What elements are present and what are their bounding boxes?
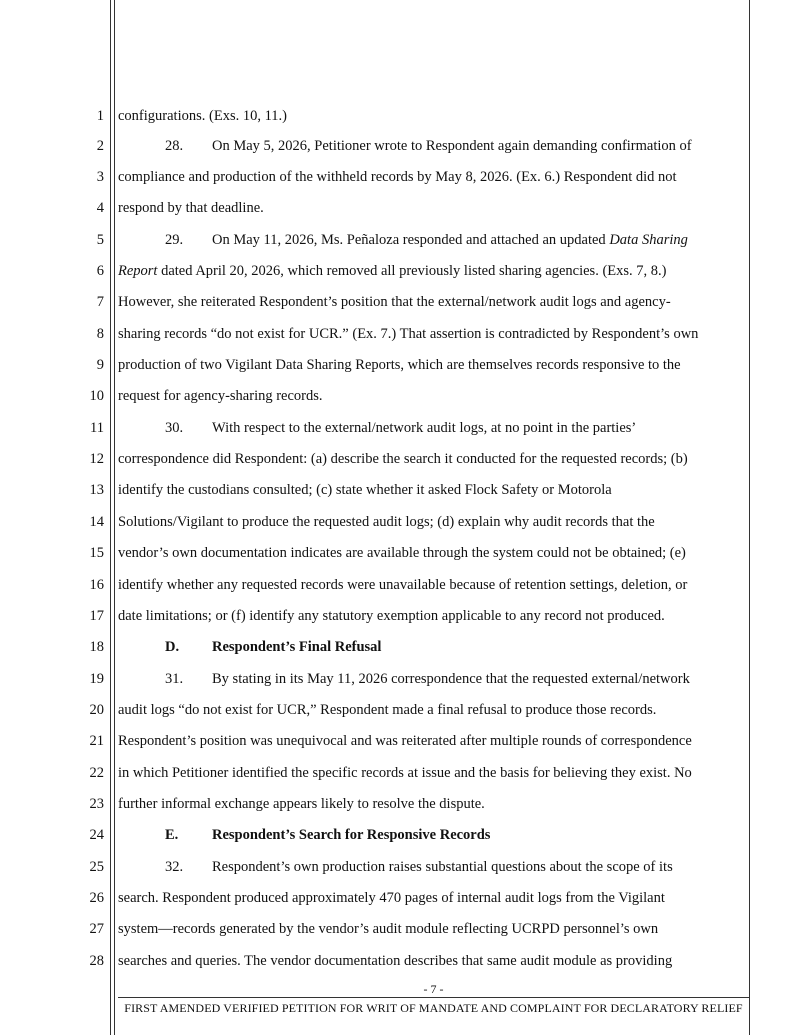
line-number: 21 — [89, 733, 104, 749]
line-number: 6 — [96, 263, 104, 279]
paragraph-start — [165, 136, 692, 156]
section-title: Respondent’s Search for Responsive Records — [212, 827, 491, 843]
text-line: production of two Vigilant Data Sharing Reports, which are themselves records responsive to the — [118, 357, 681, 373]
line-number: 19 — [89, 671, 104, 687]
line-number: 14 — [89, 514, 104, 530]
line-number: 9 — [96, 357, 104, 373]
text-line: correspondence did Respondent: (a) describe the search it conducted for the requested records; (b) — [118, 451, 688, 467]
text-line: request for agency-sharing records. — [118, 388, 323, 404]
italic-title: Data Sharing — [609, 232, 688, 248]
paragraph-number: 31. — [165, 671, 184, 687]
line-number: 3 — [96, 169, 104, 185]
text-line: searches and queries. The vendor documentation describes that same audit module as providing — [118, 953, 673, 969]
line-number: 26 — [89, 890, 104, 906]
text-line: search. Respondent produced approximately 470 pages of internal audit logs from the Vigilant — [118, 890, 665, 906]
text-line: audit logs “do not exist for UCR,” Respondent made a final refusal to produce those records. — [118, 702, 657, 718]
text-line: date limitations; or (f) identify any statutory exemption applicable to any record not produced. — [118, 608, 665, 624]
section-letter: D. — [165, 639, 180, 655]
paragraph-start — [165, 857, 673, 877]
text-line: Solutions/Vigilant to produce the requested audit logs; (d) explain why audit records that the — [118, 514, 655, 530]
line-number: 24 — [89, 827, 104, 843]
line-number: 1 — [96, 108, 104, 124]
text-line: However, she reiterated Respondent’s position that the external/network audit logs and agency- — [118, 294, 671, 310]
line-number: 13 — [89, 482, 104, 498]
paragraph-start — [165, 669, 690, 689]
line-number: 8 — [96, 326, 104, 342]
line-number: 17 — [89, 608, 104, 624]
text-line: On May 5, 2026, Petitioner wrote to Respondent again demanding confirmation of — [212, 138, 692, 154]
line-number: 28 — [89, 953, 104, 969]
paragraph-number: 30. — [165, 420, 184, 436]
line-number: 20 — [89, 702, 104, 718]
text-line: configurations. (Exs. 10, 11.) — [118, 108, 288, 124]
paragraph-number: 32. — [165, 859, 184, 875]
line-number: 4 — [96, 200, 104, 216]
line-number: 16 — [89, 577, 104, 593]
line-number: 11 — [90, 420, 104, 436]
left-margin-rule — [110, 0, 111, 1035]
line-number: 2 — [96, 138, 104, 154]
paragraph-number: 29. — [165, 232, 184, 248]
line-number: 12 — [89, 451, 104, 467]
paragraph-start — [165, 230, 688, 250]
text-line: system—records generated by the vendor’s audit module reflecting UCRPD personnel’s own — [118, 921, 659, 937]
text-line: compliance and production of the withheld records by May 8, 2026. (Ex. 6.) Respondent did not — [118, 169, 677, 185]
text-line: further informal exchange appears likely to resolve the dispute. — [118, 796, 485, 812]
line-number: 10 — [89, 388, 104, 404]
text-line: vendor’s own documentation indicates are available through the system could not be obtained; (e) — [118, 545, 686, 561]
text-line: identify whether any requested records were unavailable because of retention settings, deletion, or — [118, 577, 688, 593]
text-line: Respondent’s position was unequivocal and was reiterated after multiple rounds of correspondence — [118, 733, 692, 749]
left-margin-rule-inner — [114, 0, 115, 1035]
paragraph-number: 28. — [165, 138, 184, 154]
text-line: identify the custodians consulted; (c) state whether it asked Flock Safety or Motorola — [118, 482, 612, 498]
text-line: respond by that deadline. — [118, 200, 264, 216]
text-line: With respect to the external/network audit logs, at no point in the parties’ — [212, 420, 637, 436]
section-letter: E. — [165, 827, 179, 843]
section-title: Respondent’s Final Refusal — [212, 639, 382, 655]
line-number: 15 — [89, 545, 104, 561]
line-number: 25 — [89, 859, 104, 875]
italic-title: Report — [118, 263, 158, 279]
text-line: dated April 20, 2026, which removed all previously listed sharing agencies. (Exs. 7, 8.) — [157, 263, 667, 279]
page-number: - 7 - — [423, 982, 444, 996]
section-heading — [165, 637, 381, 657]
text-line: On May 11, 2026, Ms. Peñaloza responded and attached an updated — [212, 232, 610, 248]
line-number: 18 — [89, 639, 104, 655]
right-margin-rule — [749, 0, 750, 1035]
text-line: sharing records “do not exist for UCR.” (Ex. 7.) That assertion is contradicted by Respondent’s own — [118, 326, 699, 342]
line-number: 5 — [96, 232, 104, 248]
text-line: By stating in its May 11, 2026 correspondence that the requested external/network — [212, 671, 690, 687]
text-line: in which Petitioner identified the specific records at issue and the basis for believing they exist. No — [118, 765, 692, 781]
line-number: 7 — [96, 294, 104, 310]
text-line: Respondent’s own production raises substantial questions about the scope of its — [212, 859, 673, 875]
text-line-mixed — [118, 261, 666, 281]
footer-divider — [118, 997, 749, 998]
line-number: 22 — [89, 765, 104, 781]
footer-title: FIRST AMENDED VERIFIED PETITION FOR WRIT OF MANDATE AND COMPLAINT FOR DECLARATORY RELIEF — [124, 1001, 743, 1015]
paragraph-start — [165, 418, 636, 438]
line-number: 23 — [89, 796, 104, 812]
section-heading — [165, 825, 490, 845]
line-number: 27 — [89, 921, 104, 937]
